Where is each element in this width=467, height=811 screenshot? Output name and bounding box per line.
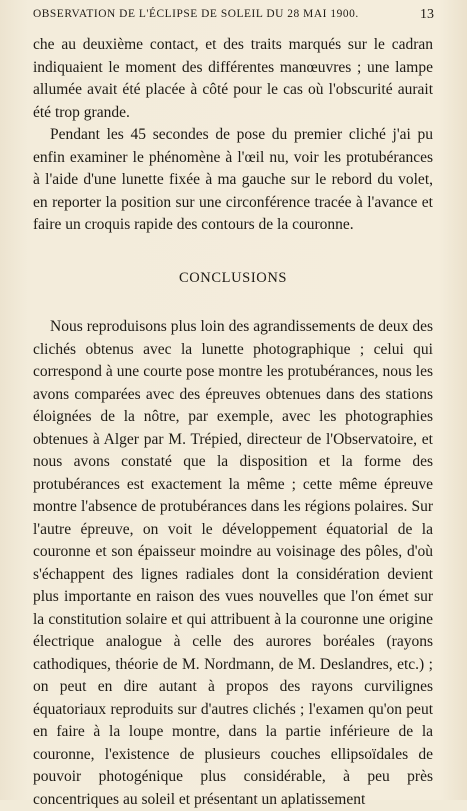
- paragraph-observation: Pendant les 45 secondes de pose du premier cliché j'ai pu enfin examiner le phénomène à l'œil nu, voir les protubérances à l'aide d'une lunette fixée à ma gauche sur le rebord du volet, en reporter la position sur une circonférence tracée à l'avance et faire un croquis rapide des contours de la couronne.: [33, 126, 433, 233]
- page-header: [33, 7, 433, 27]
- section-heading: CONCLUSIONS: [178, 270, 288, 286]
- paragraph-conclusions: Nous reproduisons plus loin des agrandissements de deux des clichés obtenus avec la lunette photographique ; celui qui correspond à une courte pose montre les protubérances, nous les avons comparées avec des épreuves obtenues dans des stations éloignées de la nôtre, par exemple, avec les photographies obtenues à Alger par M. Trépied, directeur de l'Observatoire, et nous avons constaté que la disposition et la forme des protubérances est exactement la même ; cette même épreuve montre l'absence de protubérances dans les régions polaires. Sur l'autre épreuve, on voit le développement équatorial de la couronne et son épaisseur moindre au voisinage des pôles, d'où s'échappent des lignes radiales dont la considération devient plus importante en raison des vues nouvelles que l'on émet sur la constitution solaire et qui attribuent à la couronne une origine électrique analogue à celle des aurores boréales (rayons cathodiques, théorie de M. Nordmann, de M. Deslandres, etc.) ; on peut en dire autant à propos des rayons curvilignes équatoriaux reproduits sur d'autres clichés ; l'examen qu'on peut en faire à la loupe montre, dans la partie inférieure de la couronne, l'existence de plusieurs couches ellipsoïdales de pouvoir photogénique plus considérable, à peu près concentriques au soleil et présentant un aplatissement: [33, 318, 433, 808]
- page-number: 13: [420, 7, 434, 22]
- running-head: OBSERVATION DE L'ÉCLIPSE DE SOLEIL DU 28 MAI 1900.: [33, 8, 359, 20]
- paragraph-continuation: che au deuxième contact, et des traits marqués sur le cadran indiquaient le moment des différentes manœuvres ; une lampe allumée avait été placée à côté pour le cas où l'obscurité aurait été trop grande.: [33, 36, 433, 121]
